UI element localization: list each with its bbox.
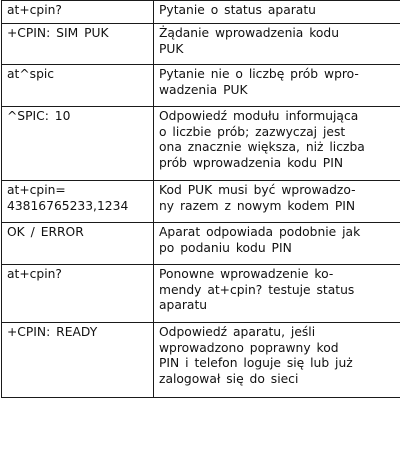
description-text: Odpowiedź modułu informująca [159,109,359,123]
description-cell [154,24,400,65]
description-text: wprowadzono poprawny kod [159,340,339,355]
table-row [2,181,400,223]
command-cell [2,65,154,107]
command-text: ^SPIC: 10 [7,109,71,123]
table-row [2,223,400,265]
table-row [2,65,400,107]
table-row [2,265,400,323]
description-cell [154,265,400,323]
description-text: Pytanie nie o liczbę prób wpro- [159,67,359,81]
description-cell [154,1,400,24]
description-text: Odpowiedź aparatu, jeśli [159,325,316,339]
command-cell [2,181,154,223]
description-cell [154,65,400,107]
command-text: +CPIN: SIM PUK [7,26,109,40]
description-text: Ponowne wprowadzenie ko- [159,267,334,281]
description-text: Pytanie o status aparatu [159,3,316,17]
description-cell [154,223,400,265]
description-text: ny razem z nowym kodem PIN [159,198,356,213]
description-text: o liczbie prób; zazwyczaj jest [159,124,346,139]
description-text: po podaniu kodu PIN [159,240,292,255]
description-text: wadzenia PUK [159,82,248,97]
description-text: PIN i telefon loguje się lub już [159,356,353,370]
command-text: at+cpin? [7,3,62,17]
table-row [2,1,400,24]
command-text: 43816765233,1234 [7,198,129,213]
command-cell [2,223,154,265]
description-cell [154,107,400,181]
description-text: Kod PUK musi być wprowadzo- [159,183,356,197]
command-text: +CPIN: READY [7,325,98,339]
command-cell [2,1,154,24]
description-text: ona znacznie większa, niż liczba [159,140,365,154]
description-text: prób wprowadzenia kodu PIN [159,155,344,170]
description-text: Żądanie wprowadzenia kodu [159,26,340,40]
description-text: aparatu [159,298,208,312]
description-cell [154,323,400,398]
at-command-table [1,0,400,398]
command-text: at+cpin? [7,267,62,281]
table-row [2,107,400,181]
description-text: zalogował się do sieci [159,371,299,386]
table-row [2,24,400,65]
description-text: mendy at+cpin? testuje status [159,282,355,297]
command-text: OK / ERROR [7,225,84,239]
command-cell [2,24,154,65]
command-text: at+cpin= [7,183,66,197]
command-text: at^spic [7,67,55,81]
command-cell [2,323,154,398]
command-cell [2,265,154,323]
description-text: Aparat odpowiada podobnie jak [159,225,361,239]
description-cell [154,181,400,223]
table-row [2,323,400,398]
command-cell [2,107,154,181]
description-text: PUK [159,41,184,56]
